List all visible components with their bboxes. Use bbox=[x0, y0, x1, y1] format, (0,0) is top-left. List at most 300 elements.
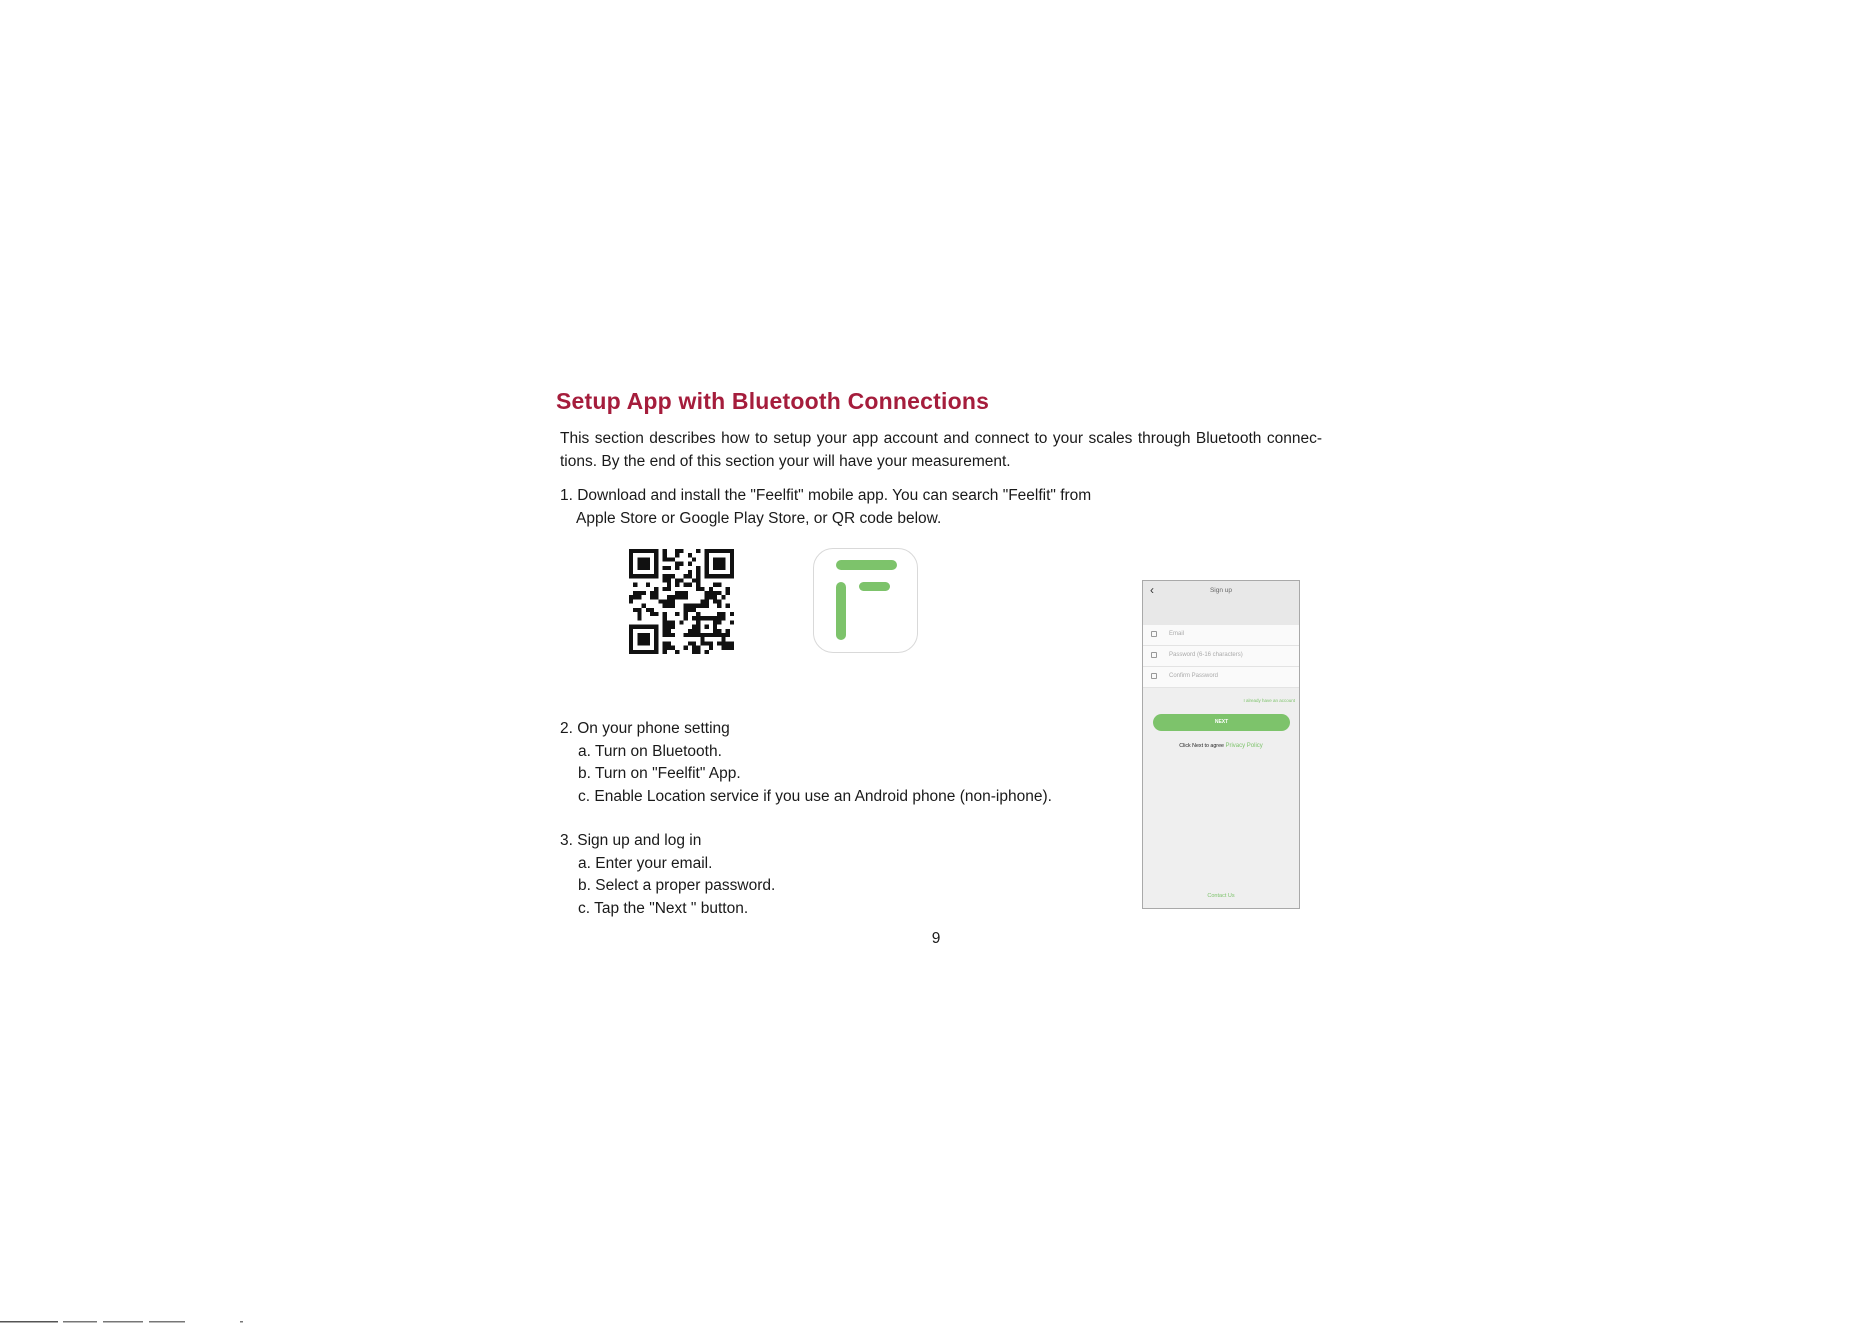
qr-module bbox=[696, 616, 700, 620]
qr-module bbox=[721, 562, 725, 566]
qr-module bbox=[692, 646, 696, 650]
qr-module bbox=[696, 583, 700, 587]
qr-module bbox=[688, 641, 692, 645]
qr-module bbox=[696, 650, 700, 654]
qr-module bbox=[692, 629, 696, 633]
section-title: Setup App with Bluetooth Connections bbox=[556, 388, 990, 414]
qr-module bbox=[713, 599, 717, 603]
qr-module bbox=[692, 633, 696, 637]
qr-module bbox=[642, 641, 646, 645]
qr-module bbox=[675, 566, 679, 570]
qr-module bbox=[663, 557, 667, 561]
qr-module bbox=[637, 591, 641, 595]
qr-module bbox=[696, 587, 700, 591]
qr-module bbox=[688, 574, 692, 578]
qr-module bbox=[667, 595, 671, 599]
qr-module bbox=[637, 625, 641, 629]
qr-module bbox=[705, 557, 709, 561]
qr-module bbox=[705, 604, 709, 608]
qr-module bbox=[721, 574, 725, 578]
qr-module bbox=[637, 549, 641, 553]
phone-header bbox=[1143, 581, 1299, 625]
qr-module bbox=[654, 549, 658, 553]
qr-module bbox=[700, 587, 704, 591]
qr-module bbox=[696, 574, 700, 578]
qr-module bbox=[713, 557, 717, 561]
qr-module bbox=[688, 553, 692, 557]
qr-module bbox=[717, 616, 721, 620]
qr-module bbox=[654, 637, 658, 641]
qr-module bbox=[642, 574, 646, 578]
qr-module bbox=[671, 557, 675, 561]
qr-module bbox=[688, 604, 692, 608]
step-1-line-1: 1. Download and install the "Feelfit" mobile app. You can search "Feelfit" from bbox=[560, 487, 1092, 504]
qr-module bbox=[726, 633, 730, 637]
qr-module bbox=[671, 599, 675, 603]
qr-module bbox=[646, 566, 650, 570]
qr-module bbox=[629, 646, 633, 650]
mail-icon bbox=[1151, 631, 1157, 637]
qr-module bbox=[700, 616, 704, 620]
qr-module bbox=[692, 604, 696, 608]
qr-module bbox=[709, 646, 713, 650]
agree-label: Click Next to agree bbox=[1179, 743, 1226, 749]
qr-module bbox=[713, 595, 717, 599]
qr-module bbox=[730, 641, 734, 645]
qr-module bbox=[654, 629, 658, 633]
step-3c: c. Tap the "Next " button. bbox=[578, 899, 749, 917]
qr-module bbox=[642, 604, 646, 608]
step-2c: c. Enable Location service if you use an Android phone (non-iphone). bbox=[578, 787, 1052, 805]
qr-module bbox=[629, 595, 633, 599]
qr-module bbox=[700, 604, 704, 608]
qr-module bbox=[637, 566, 641, 570]
qr-module bbox=[629, 574, 633, 578]
qr-module bbox=[721, 637, 725, 641]
qr-module bbox=[629, 562, 633, 566]
qr-module bbox=[675, 612, 679, 616]
back-icon[interactable]: ‹ bbox=[1150, 583, 1154, 597]
qr-module bbox=[692, 641, 696, 645]
qr-module bbox=[684, 612, 688, 616]
qr-module bbox=[696, 570, 700, 574]
qr-module bbox=[667, 633, 671, 637]
privacy-policy-link[interactable]: Privacy Policy bbox=[1225, 743, 1263, 749]
qr-module bbox=[663, 553, 667, 557]
qr-module bbox=[713, 620, 717, 624]
qr-module bbox=[637, 562, 641, 566]
qr-module bbox=[658, 599, 662, 603]
qr-module bbox=[696, 625, 700, 629]
qr-module bbox=[642, 633, 646, 637]
qr-module bbox=[705, 566, 709, 570]
qr-module bbox=[705, 641, 709, 645]
qr-module bbox=[667, 604, 671, 608]
qr-module bbox=[726, 587, 730, 591]
qr-module bbox=[667, 625, 671, 629]
qr-module bbox=[679, 549, 683, 553]
qr-module bbox=[721, 646, 725, 650]
qr-module bbox=[709, 633, 713, 637]
qr-module bbox=[717, 562, 721, 566]
intro-paragraph: This section describes how to setup your app account and connect to your scales through Bluetooth connec- tions. By the end of this section your will have your measurement. bbox=[560, 430, 1322, 470]
qr-module bbox=[667, 599, 671, 603]
qr-module bbox=[688, 633, 692, 637]
qr-module bbox=[700, 637, 704, 641]
qr-module bbox=[705, 574, 709, 578]
qr-module bbox=[717, 612, 721, 616]
qr-module bbox=[654, 625, 658, 629]
qr-module bbox=[633, 574, 637, 578]
qr-module bbox=[684, 604, 688, 608]
qr-module bbox=[663, 612, 667, 616]
qr-module bbox=[663, 566, 667, 570]
confirm-password-field[interactable] bbox=[1143, 667, 1299, 688]
qr-module bbox=[688, 583, 692, 587]
qr-module bbox=[679, 591, 683, 595]
qr-module bbox=[646, 583, 650, 587]
qr-module bbox=[713, 562, 717, 566]
qr-module bbox=[705, 562, 709, 566]
qr-module bbox=[642, 549, 646, 553]
qr-module bbox=[692, 608, 696, 612]
qr-module bbox=[650, 595, 654, 599]
qr-module bbox=[654, 612, 658, 616]
qr-code-icon bbox=[629, 549, 734, 654]
qr-module bbox=[705, 549, 709, 553]
qr-module bbox=[654, 646, 658, 650]
qr-module bbox=[642, 637, 646, 641]
qr-module bbox=[730, 620, 734, 624]
qr-module bbox=[713, 549, 717, 553]
qr-module bbox=[629, 641, 633, 645]
qr-module bbox=[629, 637, 633, 641]
qr-module bbox=[654, 641, 658, 645]
qr-module bbox=[726, 574, 730, 578]
qr-module bbox=[637, 612, 641, 616]
qr-module bbox=[671, 604, 675, 608]
qr-module bbox=[629, 553, 633, 557]
qr-module bbox=[663, 629, 667, 633]
qr-module bbox=[671, 625, 675, 629]
qr-module bbox=[663, 641, 667, 645]
qr-module bbox=[696, 566, 700, 570]
qr-module bbox=[646, 633, 650, 637]
qr-module bbox=[663, 650, 667, 654]
qr-module bbox=[663, 599, 667, 603]
qr-module bbox=[663, 578, 667, 582]
qr-module bbox=[646, 625, 650, 629]
qr-module bbox=[730, 646, 734, 650]
agree-text bbox=[1143, 743, 1299, 749]
qr-module bbox=[717, 591, 721, 595]
email-field[interactable] bbox=[1143, 625, 1299, 646]
qr-module bbox=[726, 646, 730, 650]
qr-module bbox=[700, 599, 704, 603]
qr-module bbox=[654, 566, 658, 570]
qr-module bbox=[679, 578, 683, 582]
qr-module bbox=[667, 574, 671, 578]
qr-module bbox=[730, 562, 734, 566]
qr-module bbox=[713, 583, 717, 587]
qr-module bbox=[663, 574, 667, 578]
qr-module bbox=[717, 557, 721, 561]
qr-module bbox=[637, 574, 641, 578]
qr-module bbox=[667, 578, 671, 582]
qr-module bbox=[696, 620, 700, 624]
scan-edge-artifact bbox=[0, 1321, 245, 1323]
qr-module bbox=[713, 574, 717, 578]
qr-module bbox=[650, 591, 654, 595]
qr-module bbox=[721, 566, 725, 570]
qr-module bbox=[713, 629, 717, 633]
step-2b: b. Turn on "Feelfit" App. bbox=[578, 765, 741, 782]
qr-module bbox=[705, 633, 709, 637]
qr-module bbox=[688, 608, 692, 612]
qr-module bbox=[692, 557, 696, 561]
lock-icon bbox=[1151, 673, 1157, 679]
qr-module bbox=[688, 570, 692, 574]
qr-module bbox=[717, 641, 721, 645]
qr-module bbox=[705, 650, 709, 654]
qr-module bbox=[684, 616, 688, 620]
email-placeholder: Email bbox=[1169, 631, 1185, 637]
qr-module bbox=[629, 570, 633, 574]
qr-module bbox=[671, 574, 675, 578]
qr-module bbox=[730, 574, 734, 578]
qr-module bbox=[633, 549, 637, 553]
qr-module bbox=[709, 549, 713, 553]
qr-module bbox=[684, 583, 688, 587]
qr-module bbox=[671, 620, 675, 624]
qr-module bbox=[646, 641, 650, 645]
password-placeholder: Password (6-16 characters) bbox=[1169, 652, 1243, 658]
qr-module bbox=[692, 650, 696, 654]
qr-module bbox=[696, 646, 700, 650]
qr-module bbox=[654, 562, 658, 566]
qr-module bbox=[650, 612, 654, 616]
qr-module bbox=[667, 629, 671, 633]
qr-module bbox=[675, 578, 679, 582]
qr-module bbox=[646, 549, 650, 553]
qr-module bbox=[700, 641, 704, 645]
qr-module bbox=[675, 595, 679, 599]
qr-module bbox=[684, 595, 688, 599]
qr-module bbox=[642, 650, 646, 654]
step-3 bbox=[560, 830, 775, 920]
qr-module bbox=[726, 629, 730, 633]
qr-module bbox=[654, 591, 658, 595]
qr-module bbox=[667, 620, 671, 624]
qr-module bbox=[654, 650, 658, 654]
qr-module bbox=[650, 574, 654, 578]
qr-module bbox=[650, 625, 654, 629]
qr-module bbox=[721, 616, 725, 620]
qr-module bbox=[717, 549, 721, 553]
page-number: 9 bbox=[931, 930, 941, 947]
step-2 bbox=[560, 718, 1052, 808]
qr-module bbox=[633, 625, 637, 629]
qr-module bbox=[717, 633, 721, 637]
qr-module bbox=[696, 629, 700, 633]
qr-module bbox=[717, 629, 721, 633]
qr-module bbox=[642, 562, 646, 566]
qr-module bbox=[646, 637, 650, 641]
qr-module bbox=[642, 625, 646, 629]
qr-module bbox=[721, 549, 725, 553]
qr-module bbox=[721, 557, 725, 561]
qr-module bbox=[692, 625, 696, 629]
step-3b: b. Select a proper password. bbox=[578, 877, 776, 894]
qr-module bbox=[713, 616, 717, 620]
qr-module bbox=[654, 557, 658, 561]
qr-module bbox=[713, 591, 717, 595]
qr-module bbox=[721, 595, 725, 599]
qr-module bbox=[713, 566, 717, 570]
qr-module bbox=[633, 591, 637, 595]
qr-module bbox=[637, 595, 641, 599]
qr-module bbox=[717, 599, 721, 603]
qr-module bbox=[650, 549, 654, 553]
qr-module bbox=[730, 557, 734, 561]
qr-module bbox=[654, 574, 658, 578]
qr-module bbox=[709, 595, 713, 599]
qr-module bbox=[629, 633, 633, 637]
qr-module bbox=[730, 612, 734, 616]
qr-module bbox=[679, 595, 683, 599]
qr-module bbox=[637, 637, 641, 641]
qr-module bbox=[730, 549, 734, 553]
qr-module bbox=[671, 595, 675, 599]
qr-module bbox=[709, 591, 713, 595]
qr-module bbox=[730, 570, 734, 574]
qr-module bbox=[654, 553, 658, 557]
contact-us-link[interactable]: Contact Us bbox=[1207, 893, 1235, 899]
qr-module bbox=[675, 583, 679, 587]
step-2-heading: 2. On your phone setting bbox=[560, 720, 730, 737]
qr-module bbox=[717, 583, 721, 587]
qr-module bbox=[679, 620, 683, 624]
signup-screenshot bbox=[1142, 580, 1300, 909]
qr-module bbox=[675, 650, 679, 654]
qr-module bbox=[646, 562, 650, 566]
qr-module bbox=[696, 612, 700, 616]
qr-module bbox=[667, 557, 671, 561]
qr-module bbox=[629, 625, 633, 629]
qr-module bbox=[692, 578, 696, 582]
qr-module bbox=[705, 625, 709, 629]
qr-module bbox=[684, 608, 688, 612]
qr-module bbox=[705, 591, 709, 595]
qr-module bbox=[642, 591, 646, 595]
qr-module bbox=[663, 604, 667, 608]
qr-module bbox=[663, 549, 667, 553]
qr-module bbox=[696, 633, 700, 637]
qr-module bbox=[684, 646, 688, 650]
qr-module bbox=[709, 587, 713, 591]
qr-module bbox=[692, 616, 696, 620]
qr-module bbox=[654, 587, 658, 591]
qr-module bbox=[633, 608, 637, 612]
qr-module bbox=[684, 574, 688, 578]
qr-module bbox=[700, 633, 704, 637]
qr-module bbox=[717, 604, 721, 608]
qr-module bbox=[663, 646, 667, 650]
qr-module bbox=[717, 566, 721, 570]
have-account-link[interactable]: I already have an account bbox=[1243, 698, 1295, 703]
qr-module bbox=[667, 641, 671, 645]
qr-module bbox=[663, 625, 667, 629]
step-2a: a. Turn on Bluetooth. bbox=[578, 742, 722, 760]
qr-module bbox=[671, 646, 675, 650]
qr-module bbox=[629, 557, 633, 561]
qr-module bbox=[646, 650, 650, 654]
qr-module bbox=[629, 650, 633, 654]
step-1-line-2: Apple Store or Google Play Store, or QR code below. bbox=[576, 509, 942, 527]
qr-module bbox=[629, 629, 633, 633]
confirm-placeholder: Confirm Password bbox=[1169, 673, 1219, 679]
next-button[interactable]: NEXT bbox=[1153, 714, 1290, 731]
qr-module bbox=[705, 599, 709, 603]
qr-module bbox=[637, 557, 641, 561]
lock-icon bbox=[1151, 652, 1157, 658]
qr-module bbox=[717, 574, 721, 578]
phone-title: Sign up bbox=[1209, 587, 1233, 594]
qr-module bbox=[684, 591, 688, 595]
qr-module bbox=[726, 591, 730, 595]
qr-module bbox=[675, 549, 679, 553]
qr-module bbox=[675, 591, 679, 595]
qr-module bbox=[663, 587, 667, 591]
qr-module bbox=[696, 578, 700, 582]
qr-module bbox=[667, 587, 671, 591]
qr-module bbox=[654, 633, 658, 637]
qr-module bbox=[637, 633, 641, 637]
qr-module bbox=[675, 553, 679, 557]
qr-module bbox=[717, 620, 721, 624]
qr-module bbox=[726, 604, 730, 608]
qr-module bbox=[629, 566, 633, 570]
qr-module bbox=[675, 562, 679, 566]
qr-module bbox=[730, 566, 734, 570]
qr-module bbox=[663, 620, 667, 624]
qr-module bbox=[713, 633, 717, 637]
qr-module bbox=[633, 650, 637, 654]
step-3-heading: 3. Sign up and log in bbox=[560, 832, 702, 849]
qr-module bbox=[671, 633, 675, 637]
qr-module bbox=[667, 583, 671, 587]
qr-module bbox=[696, 549, 700, 553]
qr-module bbox=[679, 562, 683, 566]
qr-module bbox=[684, 633, 688, 637]
qr-module bbox=[637, 616, 641, 620]
qr-module bbox=[730, 553, 734, 557]
qr-module bbox=[637, 650, 641, 654]
qr-module bbox=[646, 557, 650, 561]
step-3a: a. Enter your email. bbox=[578, 854, 713, 872]
qr-module bbox=[637, 641, 641, 645]
qr-module bbox=[713, 625, 717, 629]
feelfit-app-icon bbox=[813, 548, 918, 653]
step-1 bbox=[560, 485, 1091, 530]
password-field[interactable] bbox=[1143, 646, 1299, 667]
qr-module bbox=[650, 650, 654, 654]
qr-module bbox=[705, 616, 709, 620]
qr-module bbox=[663, 633, 667, 637]
qr-module bbox=[705, 595, 709, 599]
qr-module bbox=[705, 553, 709, 557]
qr-module bbox=[642, 566, 646, 570]
